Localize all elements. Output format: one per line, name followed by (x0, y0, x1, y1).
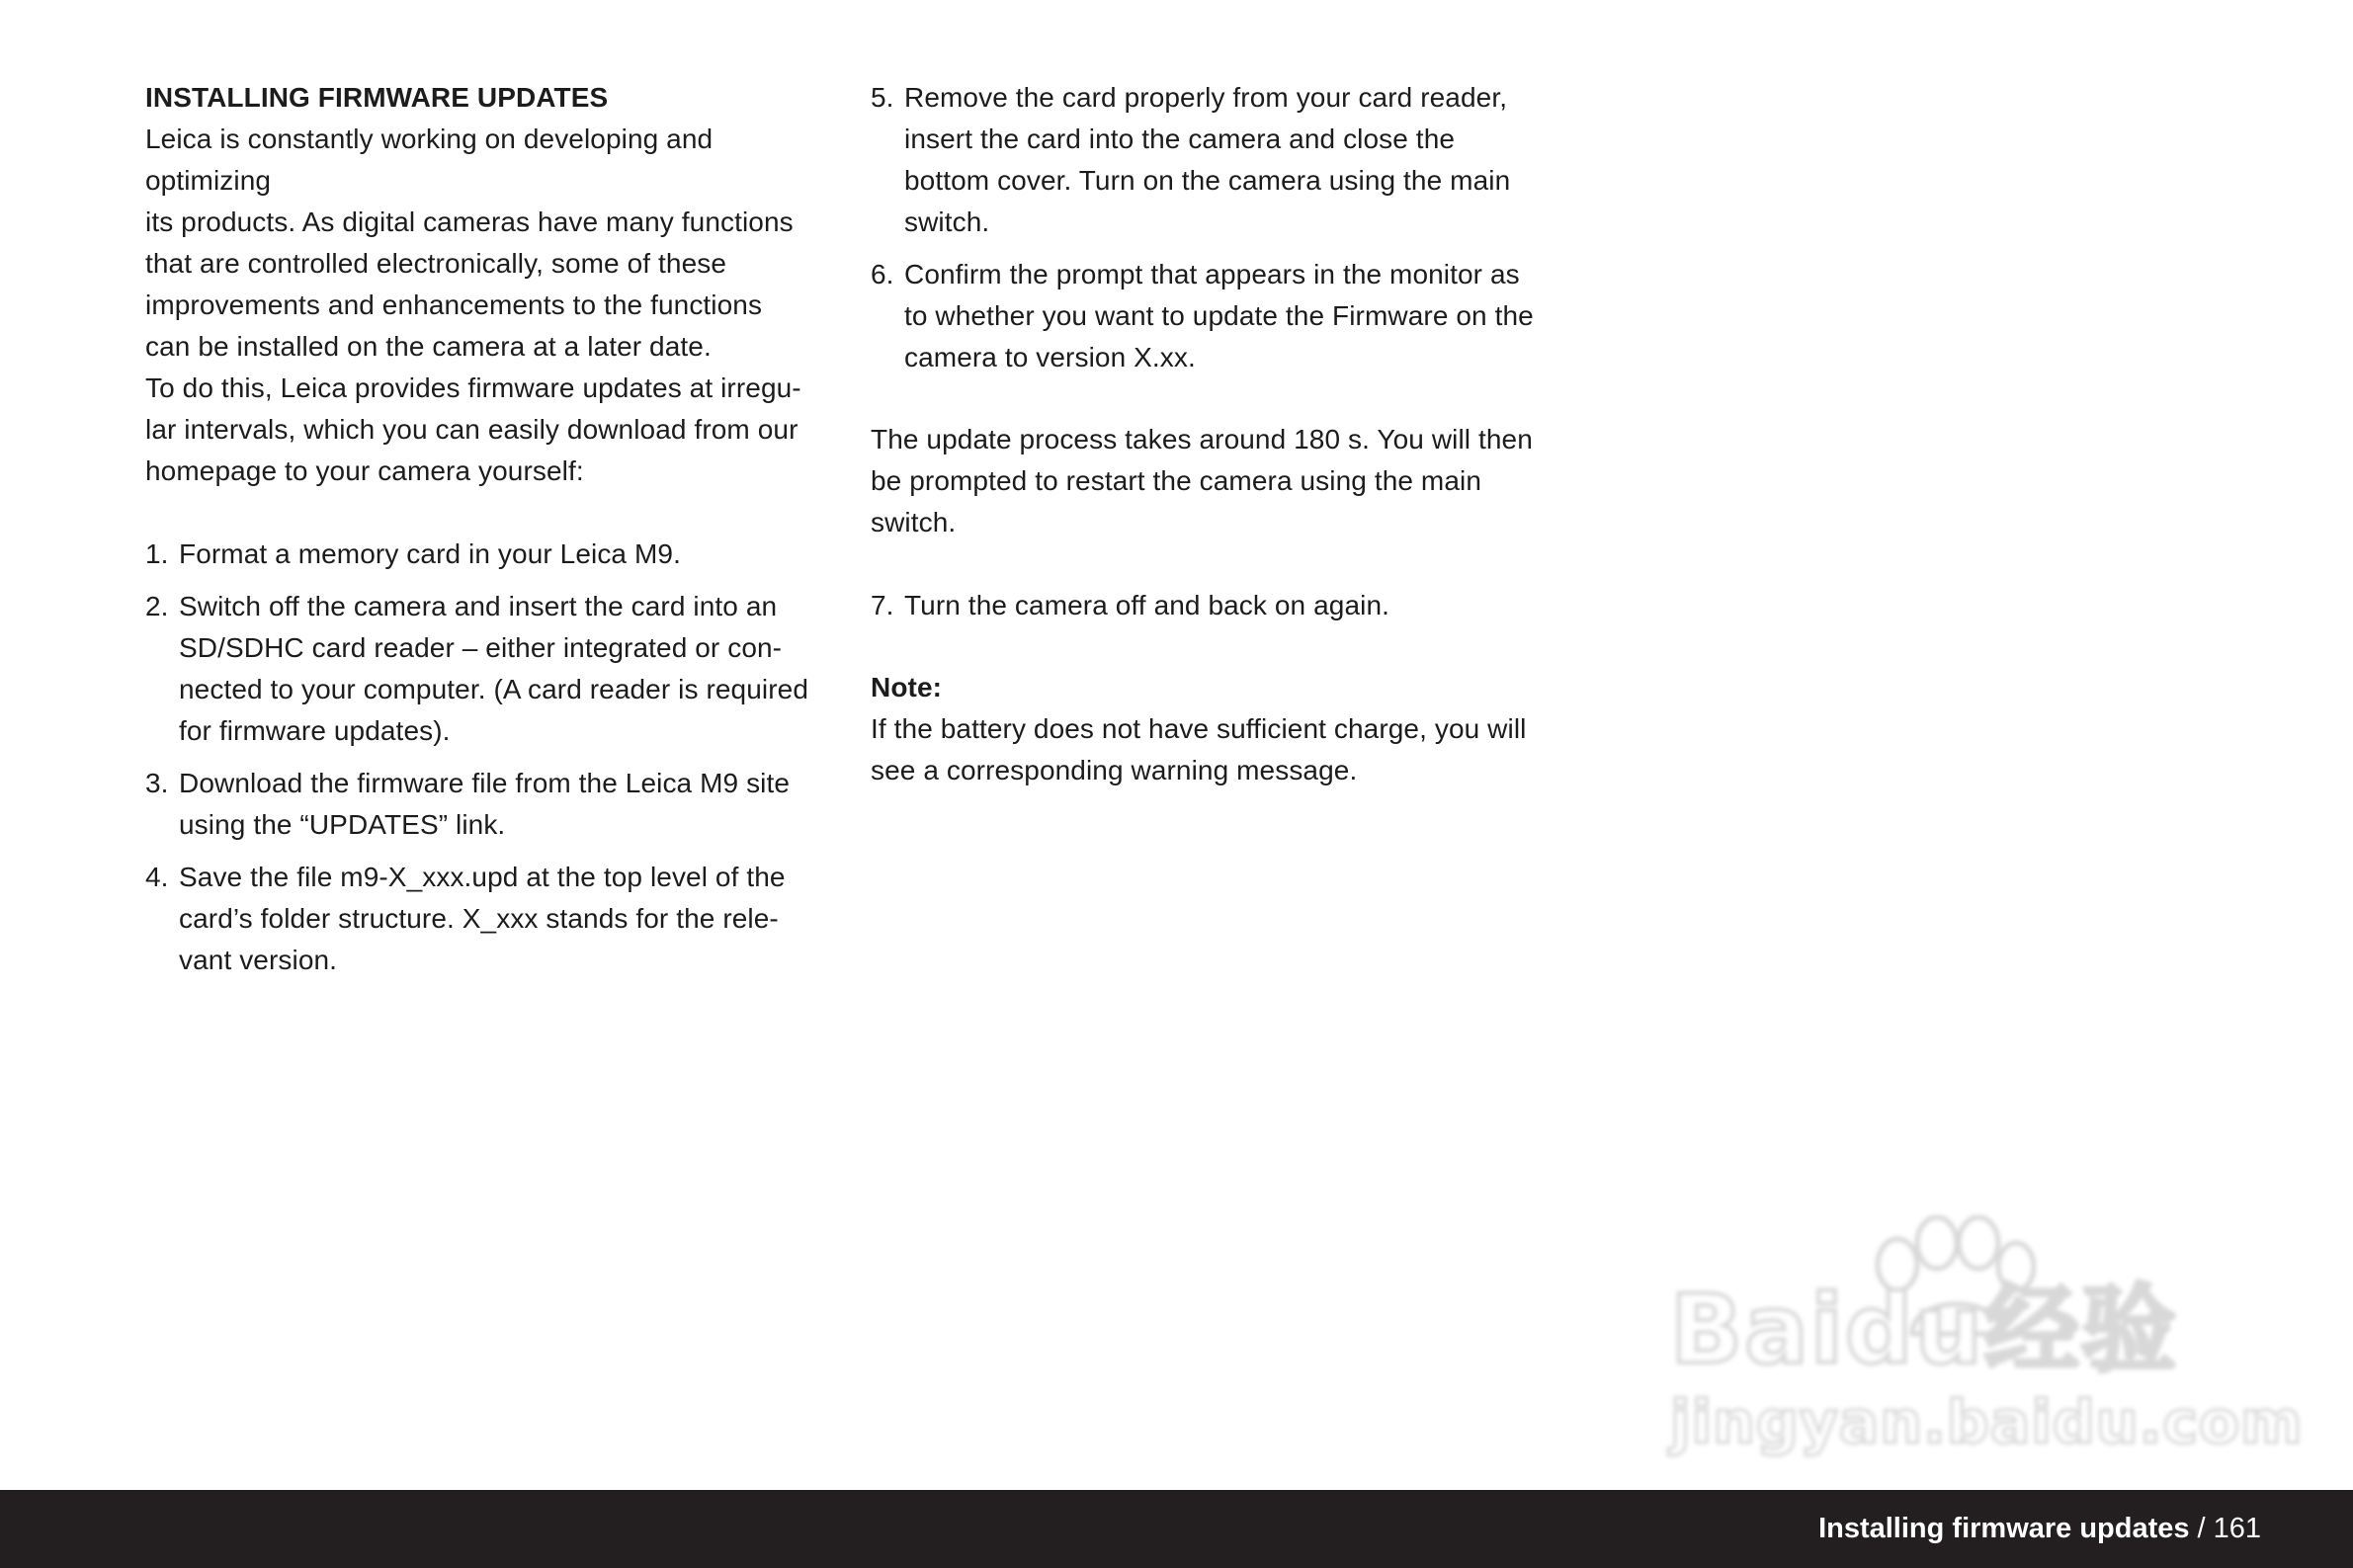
step-number: 1. (145, 538, 169, 569)
right-column (871, 77, 1553, 791)
intro-paragraph: Leica is constantly working on developing and optimizing its products. As digital cameras have many functions that are controlled electronically, some of these improvements and enhancements to the functions can be installed on the camera at a later date. To do this, Leica provides firmware updates at irregu- lar intervals, which you can easily download from our homepage to your camera yourself: (145, 124, 801, 486)
step-item (871, 585, 1553, 626)
step-number: 7. (871, 590, 894, 620)
step-item (145, 763, 827, 846)
step-number: 2. (145, 591, 169, 621)
step-text: Format a memory card in your Leica M9. (179, 538, 681, 569)
step-text: Switch off the camera and insert the card into an SD/SDHC card reader – either integrated or con- nected to your computer. (A card reader is required for firmware updates). (179, 591, 808, 746)
step-text: Turn the camera off and back on again. (904, 590, 1389, 620)
step-number: 6. (871, 259, 894, 289)
footer-separator: / (2197, 1513, 2206, 1544)
update-paragraph: The update process takes around 180 s. You will then be prompted to restart the camera using the main switch. (871, 424, 1533, 537)
step-item (871, 77, 1553, 243)
page-number: 161 (2213, 1513, 2261, 1544)
steps-list-left (145, 534, 827, 981)
watermark-logo: Baidu经验 (1670, 1275, 2178, 1385)
page-footer (0, 1490, 2353, 1568)
step-text: Download the firmware file from the Leica M9 site using the “UPDATES” link. (179, 768, 791, 840)
step-number: 3. (145, 768, 169, 798)
step-number: 4. (145, 862, 169, 892)
left-column (145, 77, 827, 992)
step-item (145, 586, 827, 752)
footer-label (1818, 1508, 2261, 1549)
step-item (145, 857, 827, 981)
watermark-url: jingyan.baidu.com (1670, 1388, 2304, 1457)
step-text: Confirm the prompt that appears in the monitor as to whether you want to update the Firmware on the camera to version X.xx. (904, 259, 1534, 372)
step-number: 5. (871, 82, 894, 113)
step-item (871, 254, 1553, 378)
step-text: Remove the card properly from your card reader, insert the card into the camera and close the bottom cover. Turn on the camera using the main switch. (904, 82, 1511, 237)
steps-list-right (871, 77, 1553, 378)
step-item (145, 534, 827, 575)
footer-section-title: Installing firmware updates (1818, 1513, 2190, 1544)
section-heading: INSTALLING FIRMWARE UPDATES (145, 82, 609, 113)
note-title: Note: (871, 672, 943, 702)
steps-list-final (871, 585, 1553, 626)
baidu-watermark (1670, 1215, 2304, 1472)
note-text: If the battery does not have sufficient charge, you will see a corresponding warning message. (871, 713, 1527, 785)
step-text: Save the file m9-X_xxx.upd at the top level of the card’s folder structure. X_xxx stands for the rele- vant version. (179, 862, 786, 975)
